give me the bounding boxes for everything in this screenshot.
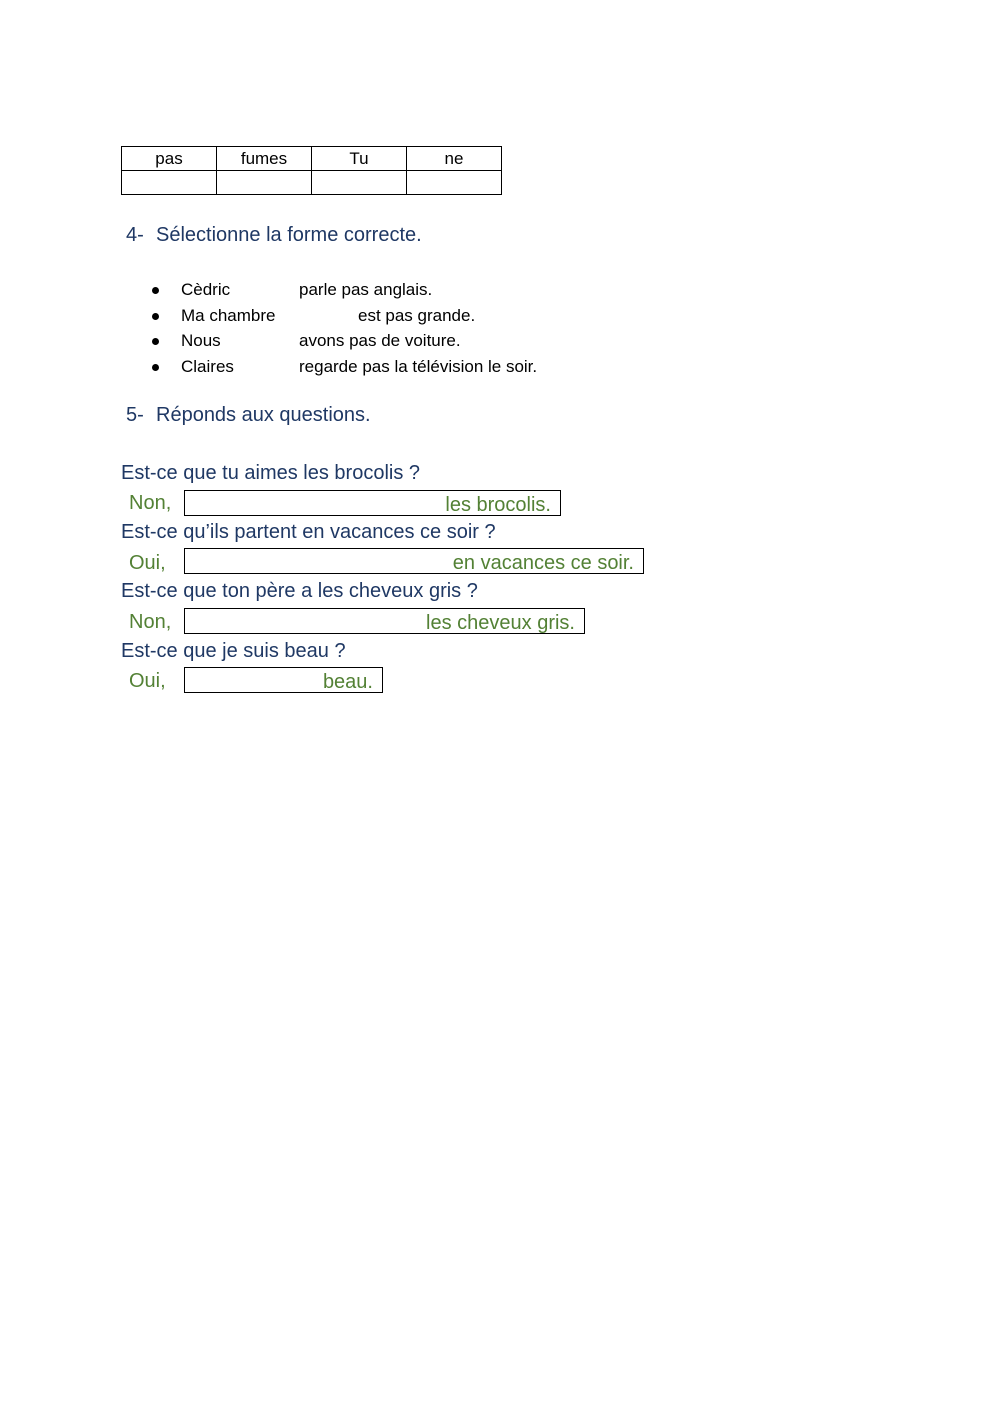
table-row-blank xyxy=(122,171,502,195)
answer-start: Oui, xyxy=(129,670,166,692)
item-rest: avons pas de voiture. xyxy=(299,331,461,350)
table-cell-blank[interactable] xyxy=(217,171,312,195)
table-cell-word: fumes xyxy=(217,147,312,171)
question-text: Est-ce que ton père a les cheveux gris ? xyxy=(121,580,478,602)
table-cell-word: ne xyxy=(407,147,502,171)
item-subject: Ma chambre xyxy=(181,305,276,325)
item-subject: Nous xyxy=(181,331,221,350)
answer-start: Non, xyxy=(129,611,172,633)
answer-start: Non, xyxy=(129,492,172,514)
answer-end: beau. xyxy=(322,671,373,693)
section-number: 5- xyxy=(126,404,144,426)
item-rest: parle pas anglais. xyxy=(299,280,433,299)
bullet-icon xyxy=(152,364,159,371)
section-number: 4- xyxy=(126,224,144,246)
answer-start: Oui, xyxy=(129,552,166,574)
section-5-heading xyxy=(126,404,371,427)
table-cell-word: pas xyxy=(122,147,217,171)
table-cell-word: Tu xyxy=(312,147,407,171)
question-text: Est-ce que tu aimes les brocolis ? xyxy=(121,462,421,484)
answer-box[interactable] xyxy=(184,548,644,574)
answer-box[interactable] xyxy=(184,667,383,693)
item-rest: est pas grande. xyxy=(358,305,476,325)
word-order-table xyxy=(121,146,502,195)
section-4-heading xyxy=(126,224,422,247)
item-subject: Claires xyxy=(181,356,234,376)
table-cell-blank[interactable] xyxy=(407,171,502,195)
table-row xyxy=(122,147,502,171)
bullet-icon xyxy=(152,287,159,294)
answer-box[interactable] xyxy=(184,490,561,516)
answer-end: en vacances ce soir. xyxy=(452,552,634,574)
section-title: Sélectionne la forme correcte. xyxy=(156,224,422,246)
item-rest: regarde pas la télévision le soir. xyxy=(299,356,538,376)
answer-box[interactable] xyxy=(184,608,585,634)
answer-end: les cheveux gris. xyxy=(426,612,575,634)
item-subject: Cèdric xyxy=(181,280,231,299)
bullet-icon xyxy=(152,338,159,345)
question-text: Est-ce qu’ils partent en vacances ce soir ? xyxy=(121,521,496,543)
table-cell-blank[interactable] xyxy=(312,171,407,195)
answer-end: les brocolis. xyxy=(445,494,551,516)
table-cell-blank[interactable] xyxy=(122,171,217,195)
question-text: Est-ce que je suis beau ? xyxy=(121,640,346,662)
section-title: Réponds aux questions. xyxy=(156,404,371,426)
bullet-icon xyxy=(152,313,159,320)
